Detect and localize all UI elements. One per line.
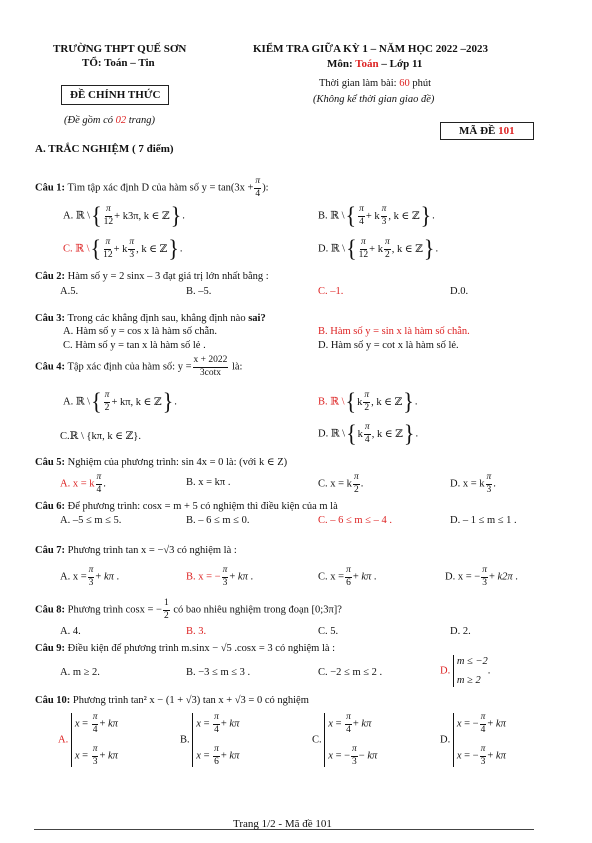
- q5-option-a[interactable]: A. x = k $\frac{\pi}{4}$ .: [60, 472, 106, 495]
- q6-option-a[interactable]: A. –5 ≤ m ≤ 5.: [60, 515, 122, 526]
- question-5: Câu 5: Nghiệm của phương trình: sin 4x = 0 là: (với k ∈ Z): [35, 457, 288, 468]
- q9-option-c[interactable]: C. −2 ≤ m ≤ 2 .: [318, 667, 383, 678]
- q1-option-c[interactable]: C. ℝ \ { $\frac{\pi}{12}$ + k $\frac{\pi}{3}$ , k ∈ ℤ } .: [63, 234, 183, 263]
- official-label: ĐỀ CHÍNH THỨC: [61, 85, 169, 105]
- q4-option-c[interactable]: C.ℝ \ {kπ, k ∈ ℤ}.: [60, 431, 141, 442]
- q8-option-c[interactable]: C. 5.: [318, 626, 339, 637]
- q1-option-b[interactable]: B. ℝ \ { $\frac{\pi}{4}$ + k $\frac{\pi}{3}$ , k ∈ ℤ } .: [318, 201, 435, 230]
- q4-option-b[interactable]: B. ℝ \ { k $\frac{\pi}{2}$ , k ∈ ℤ } .: [318, 387, 418, 416]
- page-footer: Trang 1/2 - Mã đề 101: [233, 818, 332, 830]
- q9-option-b[interactable]: B. −3 ≤ m ≤ 3 .: [186, 667, 251, 678]
- q3-option-c[interactable]: C. Hàm số y = tan x là hàm số lẻ .: [63, 340, 206, 351]
- q7-option-d[interactable]: D. x = − $\frac{\pi}{3}$ + k2π .: [445, 565, 518, 588]
- time-note: (Không kể thời gian giao đề): [313, 94, 435, 105]
- pages-note: (Đề gồm có 02 trang): [64, 115, 155, 126]
- q8-option-d[interactable]: D. 2.: [450, 626, 471, 637]
- question-2: Câu 2: Hàm số y = 2 sinx – 3 đạt giá trị lớn nhất bằng :: [35, 271, 269, 282]
- q5-option-d[interactable]: D. x = k $\frac{\pi}{3}$ .: [450, 472, 496, 495]
- q9-option-a[interactable]: A. m ≥ 2.: [60, 667, 100, 678]
- q2-option-d[interactable]: D.0.: [450, 286, 469, 297]
- question-6: Câu 6: Để phương trình: cosx = m + 5 có nghiệm thì điều kiện của m là: [35, 501, 338, 512]
- q7-option-b[interactable]: B. x = − $\frac{\pi}{3}$ + kπ .: [186, 565, 254, 588]
- q10-option-a[interactable]: A. x = $\frac{\pi}{4}$ + kπ x = $\frac{\pi}{3}$ + kπ: [58, 712, 118, 767]
- q3-option-d[interactable]: D. Hàm số y = cot x là hàm số lẻ.: [318, 340, 459, 351]
- q5-option-b[interactable]: B. x = kπ .: [186, 477, 231, 488]
- question-7: Câu 7: Phương trình tan x = −√3 có nghiệm là :: [35, 545, 237, 556]
- q5-option-c[interactable]: C. x = k $\frac{\pi}{2}$ .: [318, 472, 364, 495]
- q10-option-c[interactable]: C. x = $\frac{\pi}{4}$ + kπ x = − $\frac{\pi}{3}$ − kπ: [312, 712, 378, 767]
- question-1: Câu 1: Tìm tập xác định D của hàm số y = tan(3x + $\frac{\pi}{4}$ ):: [35, 176, 269, 199]
- question-10: Câu 10: Phương trình tan² x − (1 + √3) tan x + √3 = 0 có nghiệm: [35, 695, 309, 706]
- q6-option-d[interactable]: D. – 1 ≤ m ≤ 1 .: [450, 515, 517, 526]
- q7-option-a[interactable]: A. x = $\frac{\pi}{3}$ + kπ .: [60, 565, 120, 588]
- q4-option-d[interactable]: D. ℝ \ { k $\frac{\pi}{4}$ , k ∈ ℤ } .: [318, 419, 419, 448]
- q4-option-a[interactable]: A. ℝ \ { $\frac{\pi}{2}$ + kπ, k ∈ ℤ } .: [63, 387, 177, 416]
- q3-option-b[interactable]: B. Hàm số y = sin x là hàm số chẵn.: [318, 326, 470, 337]
- q10-option-d[interactable]: D. x = − $\frac{\pi}{4}$ + kπ x = − $\frac{\pi}{3}$ + kπ: [440, 712, 506, 767]
- school-name: TRƯỜNG THPT QUẾ SƠN: [53, 43, 187, 55]
- q8-option-b[interactable]: B. 3.: [186, 626, 207, 637]
- q3-option-a[interactable]: A. Hàm số y = cos x là hàm số chẵn.: [63, 326, 218, 337]
- q7-option-c[interactable]: C. x = $\frac{\pi}{6}$ + kπ .: [318, 565, 377, 588]
- subject-line: Môn: Toán – Lớp 11: [327, 58, 423, 70]
- exam-code: MÃ ĐỀ 101: [440, 122, 534, 140]
- q6-option-c[interactable]: C. – 6 ≤ m ≤ – 4 .: [318, 515, 392, 526]
- time-line: Thời gian làm bài: 60 phút: [319, 78, 431, 89]
- question-8: Câu 8: Phương trình cosx = − $\frac{1}{2}$ có bao nhiêu nghiệm trong đoạn [0;3π]?: [35, 598, 342, 621]
- q2-option-a[interactable]: A.5.: [60, 286, 79, 297]
- question-9: Câu 9: Điều kiện để phương trình m.sinx − √5 .cosx = 3 có nghiệm là :: [35, 643, 336, 654]
- q8-option-a[interactable]: A. 4.: [60, 626, 81, 637]
- section-a-heading: A. TRẮC NGHIỆM ( 7 điểm): [35, 143, 174, 155]
- exam-title: KIỂM TRA GIỮA KỲ 1 – NĂM HỌC 2022 –2023: [253, 43, 488, 55]
- q2-option-c[interactable]: C. –1.: [318, 286, 344, 297]
- department: TỔ: Toán – Tin: [82, 57, 155, 69]
- q1-option-a[interactable]: A. ℝ \ { $\frac{\pi}{12}$ + k3π, k ∈ ℤ } .: [63, 201, 185, 230]
- q10-option-b[interactable]: B. x = $\frac{\pi}{4}$ + kπ x = $\frac{\pi}{6}$ + kπ: [180, 712, 240, 767]
- q6-option-b[interactable]: B. – 6 ≤ m ≤ 0.: [186, 515, 250, 526]
- q1-option-d[interactable]: D. ℝ \ { $\frac{\pi}{12}$ + k $\frac{\pi}{2}$ , k ∈ ℤ } .: [318, 234, 439, 263]
- q2-option-b[interactable]: B. –5.: [186, 286, 212, 297]
- question-3: Câu 3: Trong các khẳng định sau, khẳng định nào sai?: [35, 313, 266, 324]
- q9-option-d[interactable]: D. m ≤ −2 m ≥ 2 .: [440, 656, 491, 686]
- question-4: Câu 4: Tập xác định của hàm số: y = $\frac{x + 2022}{3\cot x}$ là:: [35, 355, 243, 378]
